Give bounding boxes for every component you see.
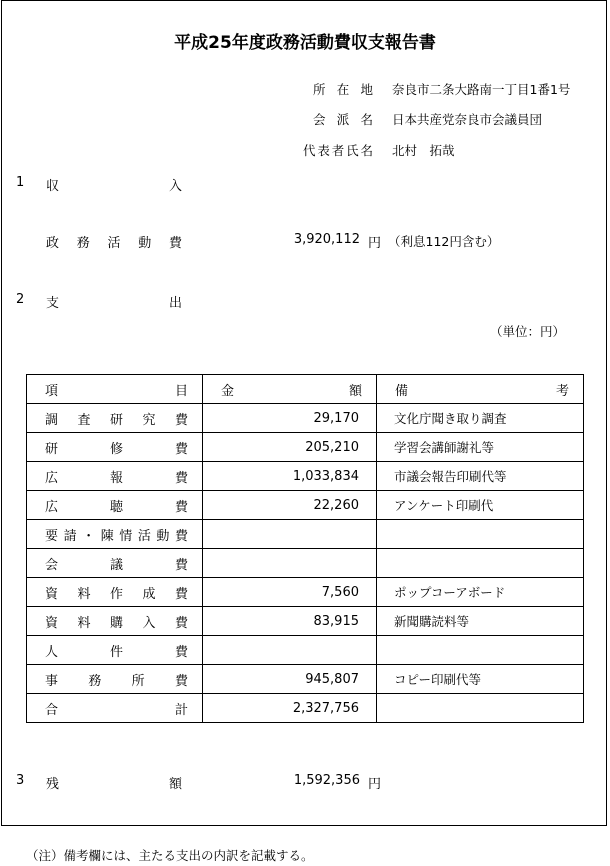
income-number: 1 xyxy=(16,175,25,190)
unit-note: （単位：円） xyxy=(490,324,566,339)
table-row xyxy=(27,520,584,549)
note-cell: 学習会講師謝礼等 xyxy=(377,433,584,462)
income-item-wrap xyxy=(46,232,182,251)
income-amount: 3,920,112 xyxy=(293,232,360,247)
expense-label-wrap xyxy=(46,292,182,311)
footnote: （注）備考欄には、主たる支出の内訳を記載する。 xyxy=(26,848,314,863)
table-row xyxy=(27,404,584,433)
amount-cell: 2,327,756 xyxy=(203,694,377,723)
table-row xyxy=(27,665,584,694)
income-note: （利息112円含む） xyxy=(388,234,500,249)
item-cell xyxy=(27,433,203,462)
amount-cell xyxy=(203,520,377,549)
report-title: 平成25年度政務活動費収支報告書 xyxy=(174,33,436,53)
item-label: 研修費 xyxy=(45,441,188,457)
table-row xyxy=(27,636,584,665)
balance-number: 3 xyxy=(16,773,25,788)
expense-number: 2 xyxy=(16,292,25,307)
income-item-label: 政務活動費 xyxy=(46,236,182,251)
item-label: 合計 xyxy=(45,702,188,718)
item-cell xyxy=(27,549,203,578)
address-label-wrap xyxy=(313,80,373,98)
group-value: 日本共産党奈良市会議員団 xyxy=(392,112,543,127)
table-row xyxy=(27,549,584,578)
item-cell xyxy=(27,694,203,723)
note-cell xyxy=(377,636,584,665)
item-label: 会議費 xyxy=(45,557,188,573)
rep-label-wrap xyxy=(303,141,373,159)
amount-cell: 205,210 xyxy=(203,433,377,462)
balance-label-wrap xyxy=(46,773,182,792)
table-header-row xyxy=(27,375,584,404)
balance-amount: 1,592,356 xyxy=(293,773,360,788)
item-label: 調査研究費 xyxy=(45,412,188,428)
income-label: 収入 xyxy=(46,179,182,194)
table-row xyxy=(27,433,584,462)
address-value: 奈良市二条大路南一丁目1番1号 xyxy=(392,82,571,97)
item-cell xyxy=(27,520,203,549)
item-label: 資料作成費 xyxy=(45,586,188,602)
item-cell xyxy=(27,491,203,520)
header-note: 備考 xyxy=(395,383,569,399)
amount-cell xyxy=(203,549,377,578)
table-row xyxy=(27,694,584,723)
balance-label: 残額 xyxy=(46,777,182,792)
income-label-wrap xyxy=(46,175,182,194)
balance-unit: 円 xyxy=(368,777,382,792)
note-cell xyxy=(377,549,584,578)
item-cell xyxy=(27,462,203,491)
note-cell: ポップコーアボード xyxy=(377,578,584,607)
note-cell: 新聞購読料等 xyxy=(377,607,584,636)
rep-value: 北村 拓哉 xyxy=(392,143,455,158)
item-label: 要請・陳情活動費 xyxy=(45,528,188,544)
amount-cell: 945,807 xyxy=(203,665,377,694)
note-cell: 文化庁聞き取り調査 xyxy=(377,404,584,433)
item-cell xyxy=(27,607,203,636)
table-row xyxy=(27,578,584,607)
header-amount-cell xyxy=(203,375,377,404)
expense-table xyxy=(26,374,584,723)
amount-cell: 7,560 xyxy=(203,578,377,607)
amount-cell xyxy=(203,636,377,665)
note-cell: アンケート印刷代 xyxy=(377,491,584,520)
note-cell xyxy=(377,520,584,549)
expense-label: 支出 xyxy=(46,296,182,311)
table-row xyxy=(27,607,584,636)
item-cell xyxy=(27,636,203,665)
item-label: 広聴費 xyxy=(45,499,188,515)
group-label: 会派名 xyxy=(313,112,373,127)
header-amount: 金額 xyxy=(221,383,362,399)
item-cell xyxy=(27,404,203,433)
amount-cell: 29,170 xyxy=(203,404,377,433)
item-label: 広報費 xyxy=(45,470,188,486)
item-label: 人件費 xyxy=(45,644,188,660)
item-label: 資料購入費 xyxy=(45,615,188,631)
amount-cell: 1,033,834 xyxy=(203,462,377,491)
item-label: 事務所費 xyxy=(45,673,188,689)
item-cell xyxy=(27,578,203,607)
note-cell: 市議会報告印刷代等 xyxy=(377,462,584,491)
note-cell: コピー印刷代等 xyxy=(377,665,584,694)
address-label: 所在地 xyxy=(313,82,373,97)
group-label-wrap xyxy=(313,110,373,128)
rep-label: 代表者氏名 xyxy=(303,143,373,158)
table-row xyxy=(27,491,584,520)
header-item: 項目 xyxy=(45,383,188,399)
header-item-cell xyxy=(27,375,203,404)
note-cell xyxy=(377,694,584,723)
header-note-cell xyxy=(377,375,584,404)
amount-cell: 22,260 xyxy=(203,491,377,520)
table-row xyxy=(27,462,584,491)
income-unit: 円 xyxy=(368,236,382,251)
amount-cell: 83,915 xyxy=(203,607,377,636)
item-cell xyxy=(27,665,203,694)
